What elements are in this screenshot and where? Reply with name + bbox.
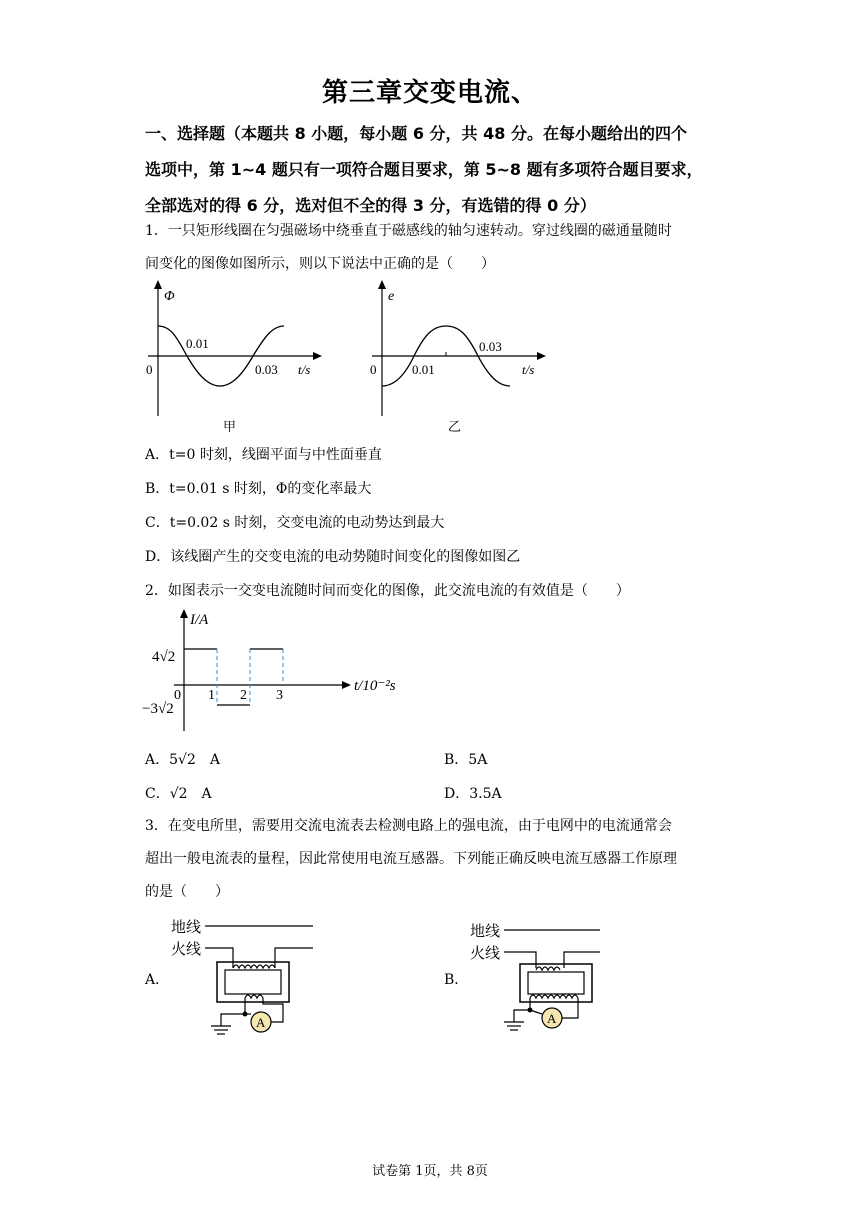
q1-option-c[interactable]: C．t=0.02 s 时刻，交变电流的电动势达到最大 — [145, 515, 445, 531]
x-tick-1: 1 — [208, 688, 215, 703]
primary-coil — [536, 967, 560, 970]
section-line-2: 选项中，第 1~4 题只有一项符合题目要求，第 5~8 题有多项符合题目要求， — [145, 160, 703, 179]
question-2-stem: 2．如图表示一交变电流随时间而变化的图像，此交流电流的有效值是（ ） — [145, 583, 630, 599]
wire-to-meter — [530, 1010, 542, 1014]
page-title: 第三章交变电流、 — [321, 78, 538, 108]
transformer-core-inner — [528, 972, 584, 994]
y-axis-label: e — [388, 289, 395, 304]
question-3-line-3: 的是（ ） — [145, 884, 229, 900]
ground-wire-label: 地线 — [470, 924, 501, 940]
question-1-stem — [145, 215, 725, 281]
live-wire-out — [564, 952, 600, 968]
figure-flux-graph — [140, 278, 330, 438]
x-tick-2: 2 — [240, 688, 247, 703]
y-axis-label: I/A — [190, 612, 209, 628]
y-tick-bottom: −3√2 — [142, 701, 174, 717]
x-axis-label: t/10⁻²s — [354, 678, 396, 694]
x-axis-arrow — [313, 352, 322, 360]
q1-option-d[interactable]: D．该线圈产生的交变电流的电动势随时间变化的图像如图乙 — [145, 549, 521, 565]
question-1-line-1: 1．一只矩形线圈在匀强磁场中绕垂直于磁感线的轴匀速转动。穿过线圈的磁通量随时 — [145, 223, 672, 239]
origin-label: 0 — [146, 362, 153, 377]
question-3-stem — [145, 810, 725, 909]
figure-caption: 甲 — [223, 419, 237, 434]
live-wire-in — [205, 948, 233, 968]
question-3-line-2: 超出一般电流表的量程，因此常使用电流互感器。下列能正确反映电流互感器工作原理 — [145, 851, 677, 867]
x-axis-arrow — [537, 352, 546, 360]
tick-label-2: 0.03 — [255, 362, 278, 377]
tick-label-2: 0.03 — [479, 339, 502, 354]
figure-current-graph — [140, 606, 410, 736]
x-axis-label: t/s — [522, 362, 535, 377]
y-axis-arrow — [378, 280, 386, 289]
section-line-1: 一、选择题（本题共 8 小题，每小题 6 分，共 48 分。在每小题给出的四个 — [145, 124, 687, 143]
secondary-coil — [245, 995, 263, 998]
transformer-diagram-a — [165, 910, 335, 1040]
figure-caption: 乙 — [448, 419, 462, 434]
q2-option-b[interactable]: B．5A — [444, 752, 488, 768]
ground-wire-label: 地线 — [171, 920, 202, 936]
y-tick-top: 4√2 — [152, 649, 176, 665]
ammeter-label: A — [256, 1015, 266, 1030]
q2-option-c[interactable]: C．√2 A — [145, 786, 212, 802]
live-wire-label: 火线 — [171, 942, 202, 958]
y-axis-label: Φ — [164, 289, 175, 304]
tick-label-1: 0.01 — [412, 362, 435, 377]
transformer-core-inner — [225, 970, 281, 994]
x-axis-label: t/s — [298, 362, 311, 377]
q1-option-b[interactable]: B．t=0.01 s 时刻，Φ的变化率最大 — [145, 481, 372, 497]
origin-label: 0 — [370, 362, 377, 377]
section-header — [145, 116, 745, 224]
y-axis-arrow — [154, 280, 162, 289]
ammeter-label: A — [547, 1011, 557, 1026]
page-footer: 试卷第 1页，共 8页 — [372, 1164, 488, 1179]
q3-option-a[interactable]: A． — [145, 972, 170, 988]
q2-option-a[interactable]: A．5√2 A — [145, 752, 220, 768]
tick-label-1: 0.01 — [186, 336, 209, 351]
figure-emf-graph — [364, 278, 554, 438]
secondary-coil — [530, 995, 578, 998]
q2-option-d[interactable]: D．3.5A — [444, 786, 502, 802]
q1-option-a[interactable]: A．t=0 时刻，线圈平面与中性面垂直 — [145, 447, 382, 463]
y-axis-arrow — [180, 609, 188, 618]
live-wire-out — [275, 948, 313, 968]
primary-coil — [233, 965, 275, 968]
x-tick-3: 3 — [276, 688, 283, 703]
x-axis-arrow — [342, 681, 351, 689]
q3-option-b[interactable]: B． — [444, 972, 469, 988]
question-3-line-1: 3．在变电所里，需要用交流电流表去检测电路上的强电流，由于电网中的电流通常会 — [145, 818, 672, 834]
question-1-line-2: 间变化的图像如图所示，则以下说法中正确的是（ ） — [145, 256, 495, 272]
live-wire-label: 火线 — [470, 946, 501, 962]
secondary-wire-right — [562, 998, 578, 1018]
section-line-3: 全部选对的得 6 分，选对但不全的得 3 分，有选错的得 0 分） — [145, 196, 596, 215]
transformer-diagram-b — [462, 910, 632, 1040]
origin-label: 0 — [174, 688, 181, 703]
